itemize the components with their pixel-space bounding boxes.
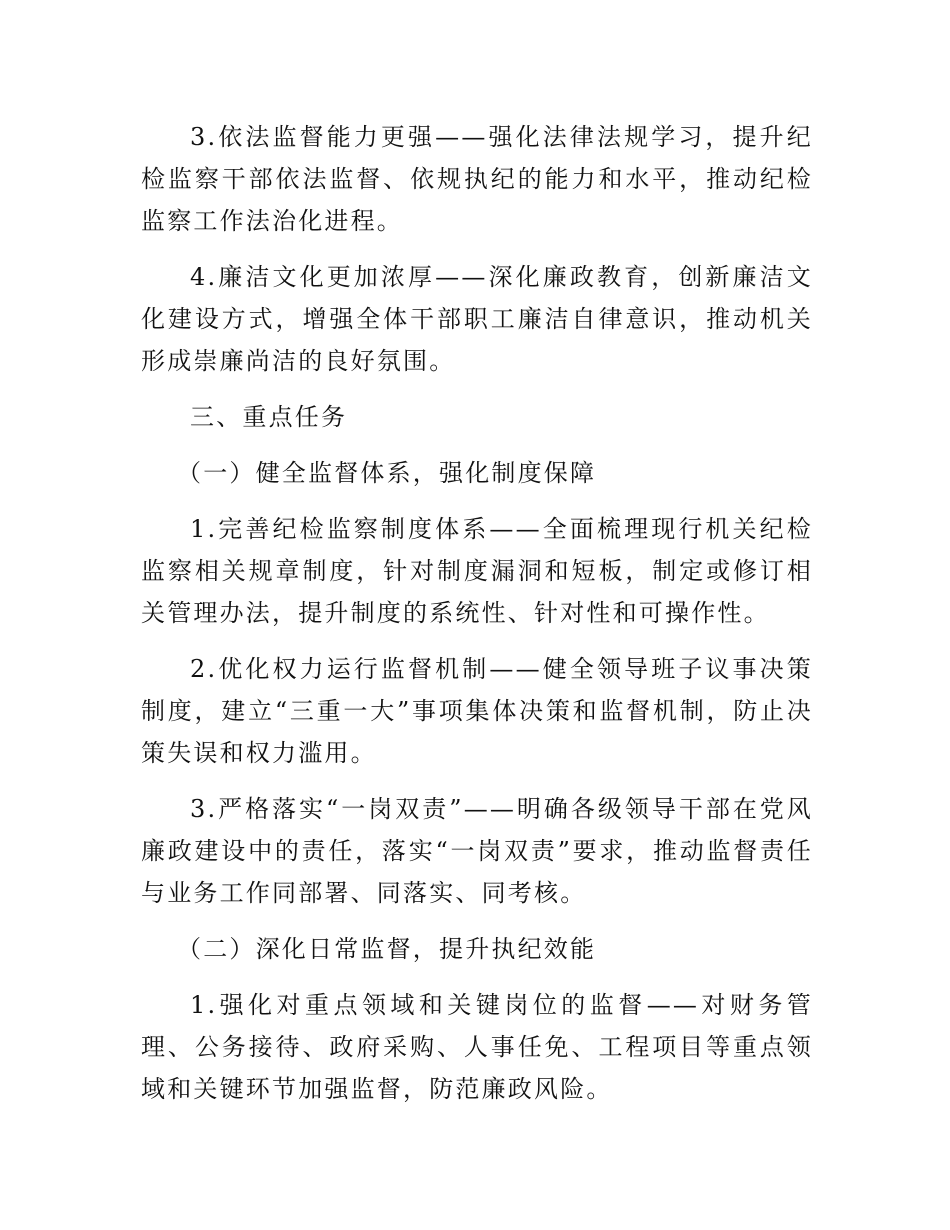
paragraph-task-1-3: 3.严格落实“一岗双责”——明确各级领导干部在党风廉政建设中的责任，落实“一岗双责”要求，推动监督责任与业务工作同部署、同落实、同考核。 <box>141 795 813 907</box>
paragraph-task-1-1: 1.完善纪检监察制度体系——全面梳理现行机关纪检监察相关规章制度，针对制度漏洞和短板，制定或修订相关管理办法，提升制度的系统性、针对性和可操作性。 <box>141 515 813 627</box>
document-body <box>141 116 813 1124</box>
paragraph-goal-3: 3.依法监督能力更强——强化法律法规学习，提升纪检监察干部依法监督、依规执纪的能力和水平，推动纪检监察工作法治化进程。 <box>141 123 813 235</box>
subsection-heading-2: （二）深化日常监督，提升执纪效能 <box>177 935 597 963</box>
paragraph-task-1-2: 2.优化权力运行监督机制——健全领导班子议事决策制度，建立“三重一大”事项集体决策和监督机制，防止决策失误和权力滥用。 <box>141 655 813 767</box>
paragraph-task-2-1: 1.强化对重点领域和关键岗位的监督——对财务管理、公务接待、政府采购、人事任免、工程项目等重点领域和关键环节加强监督，防范廉政风险。 <box>141 991 813 1103</box>
section-heading-key-tasks: 三、重点任务 <box>190 403 348 431</box>
subsection-heading-1: （一）健全监督体系，强化制度保障 <box>177 459 597 487</box>
paragraph-goal-4: 4.廉洁文化更加浓厚——深化廉政教育，创新廉洁文化建设方式，增强全体干部职工廉洁自律意识，推动机关形成崇廉尚洁的良好氛围。 <box>141 263 813 375</box>
